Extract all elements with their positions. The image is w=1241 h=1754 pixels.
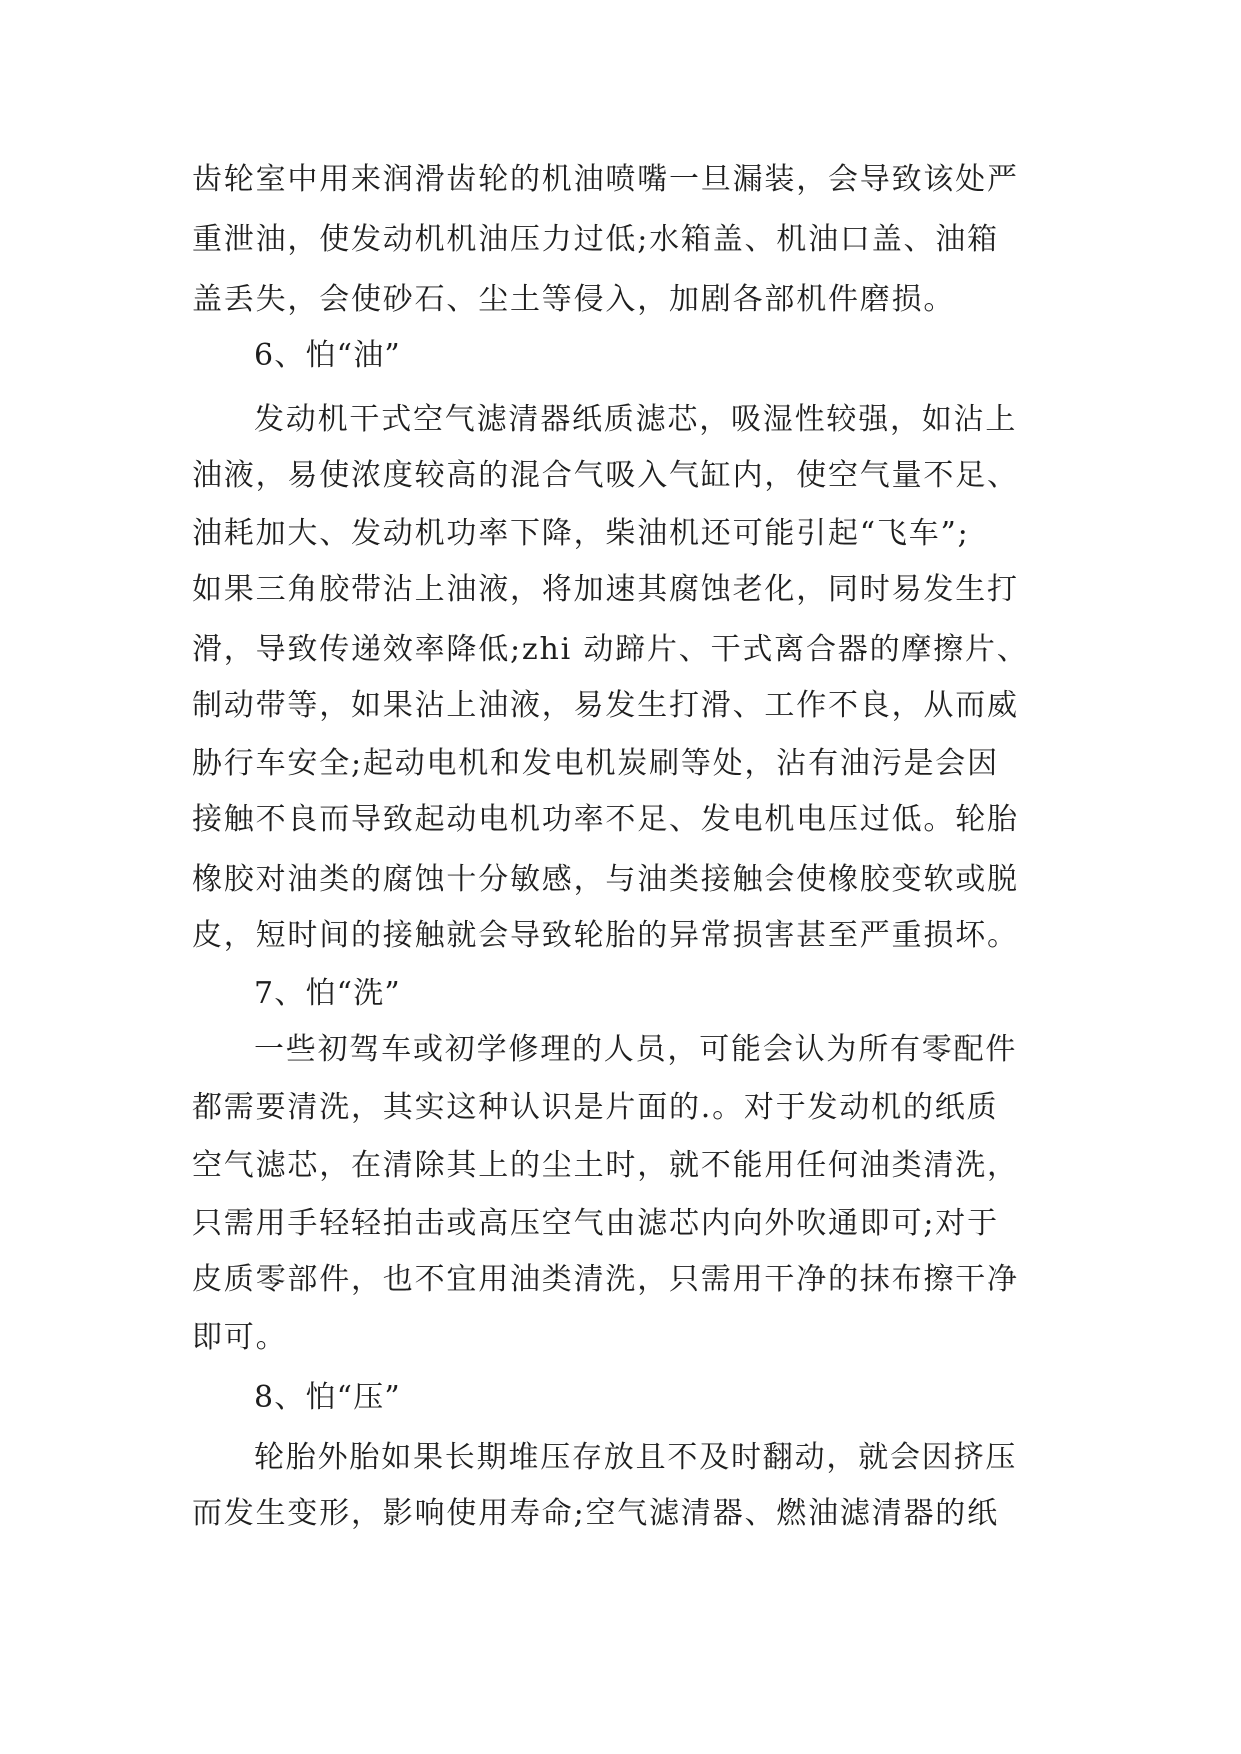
para7-line: 即可。 bbox=[192, 1320, 288, 1355]
para5-line: 重泄油，使发动机机油压力过低;水箱盖、机油口盖、油箱 bbox=[192, 222, 999, 257]
para8-line: 而发生变形，影响使用寿命;空气滤清器、燃油滤清器的纸 bbox=[192, 1496, 999, 1531]
para6-line: 制动带等，如果沾上油液，易发生打滑、工作不良，从而威 bbox=[192, 688, 1019, 723]
para5-line: 盖丢失，会使砂石、尘土等侵入，加剧各部机件磨损。 bbox=[192, 282, 956, 317]
para6-line: 胁行车安全;起动电机和发电机炭刷等处，沾有油污是会因 bbox=[192, 746, 999, 781]
para6-line: 皮，短时间的接触就会导致轮胎的异常损害甚至严重损坏。 bbox=[192, 918, 1019, 953]
para6-line: 发动机干式空气滤清器纸质滤芯，吸湿性较强，如沾上 bbox=[254, 402, 1018, 437]
section-heading-7: 7、怕“洗” bbox=[254, 976, 401, 1011]
para5-line: 齿轮室中用来润滑齿轮的机油喷嘴一旦漏装，会导致该处严 bbox=[192, 162, 1019, 197]
para7-line: 只需用手轻轻拍击或高压空气由滤芯内向外吹通即可;对于 bbox=[192, 1206, 999, 1241]
para6-line: 油液，易使浓度较高的混合气吸入气缸内，使空气量不足、 bbox=[192, 458, 1019, 493]
para6-line: 接触不良而导致起动电机功率不足、发电机电压过低。轮胎 bbox=[192, 802, 1019, 837]
para8-line: 轮胎外胎如果长期堆压存放且不及时翻动，就会因挤压 bbox=[254, 1440, 1018, 1475]
section-heading-6: 6、怕“油” bbox=[254, 338, 401, 373]
para6-line: 橡胶对油类的腐蚀十分敏感，与油类接触会使橡胶变软或脱 bbox=[192, 862, 1019, 897]
para6-line: 如果三角胶带沾上油液，将加速其腐蚀老化，同时易发生打 bbox=[192, 572, 1019, 607]
para7-line: 一些初驾车或初学修理的人员，可能会认为所有零配件 bbox=[254, 1032, 1018, 1067]
para6-line: 滑，导致传递效率降低;zhi 动蹄片、干式离合器的摩擦片、 bbox=[192, 632, 1029, 667]
para6-line: 油耗加大、发动机功率下降，柴油机还可能引起“飞车”; bbox=[192, 516, 970, 551]
para7-line: 都需要清洗，其实这种认识是片面的.。对于发动机的纸质 bbox=[192, 1090, 999, 1125]
para7-line: 皮质零部件，也不宜用油类清洗，只需用干净的抹布擦干净 bbox=[192, 1262, 1019, 1297]
para7-line: 空气滤芯，在清除其上的尘土时，就不能用任何油类清洗， bbox=[192, 1148, 1019, 1183]
section-heading-8: 8、怕“压” bbox=[254, 1380, 401, 1415]
